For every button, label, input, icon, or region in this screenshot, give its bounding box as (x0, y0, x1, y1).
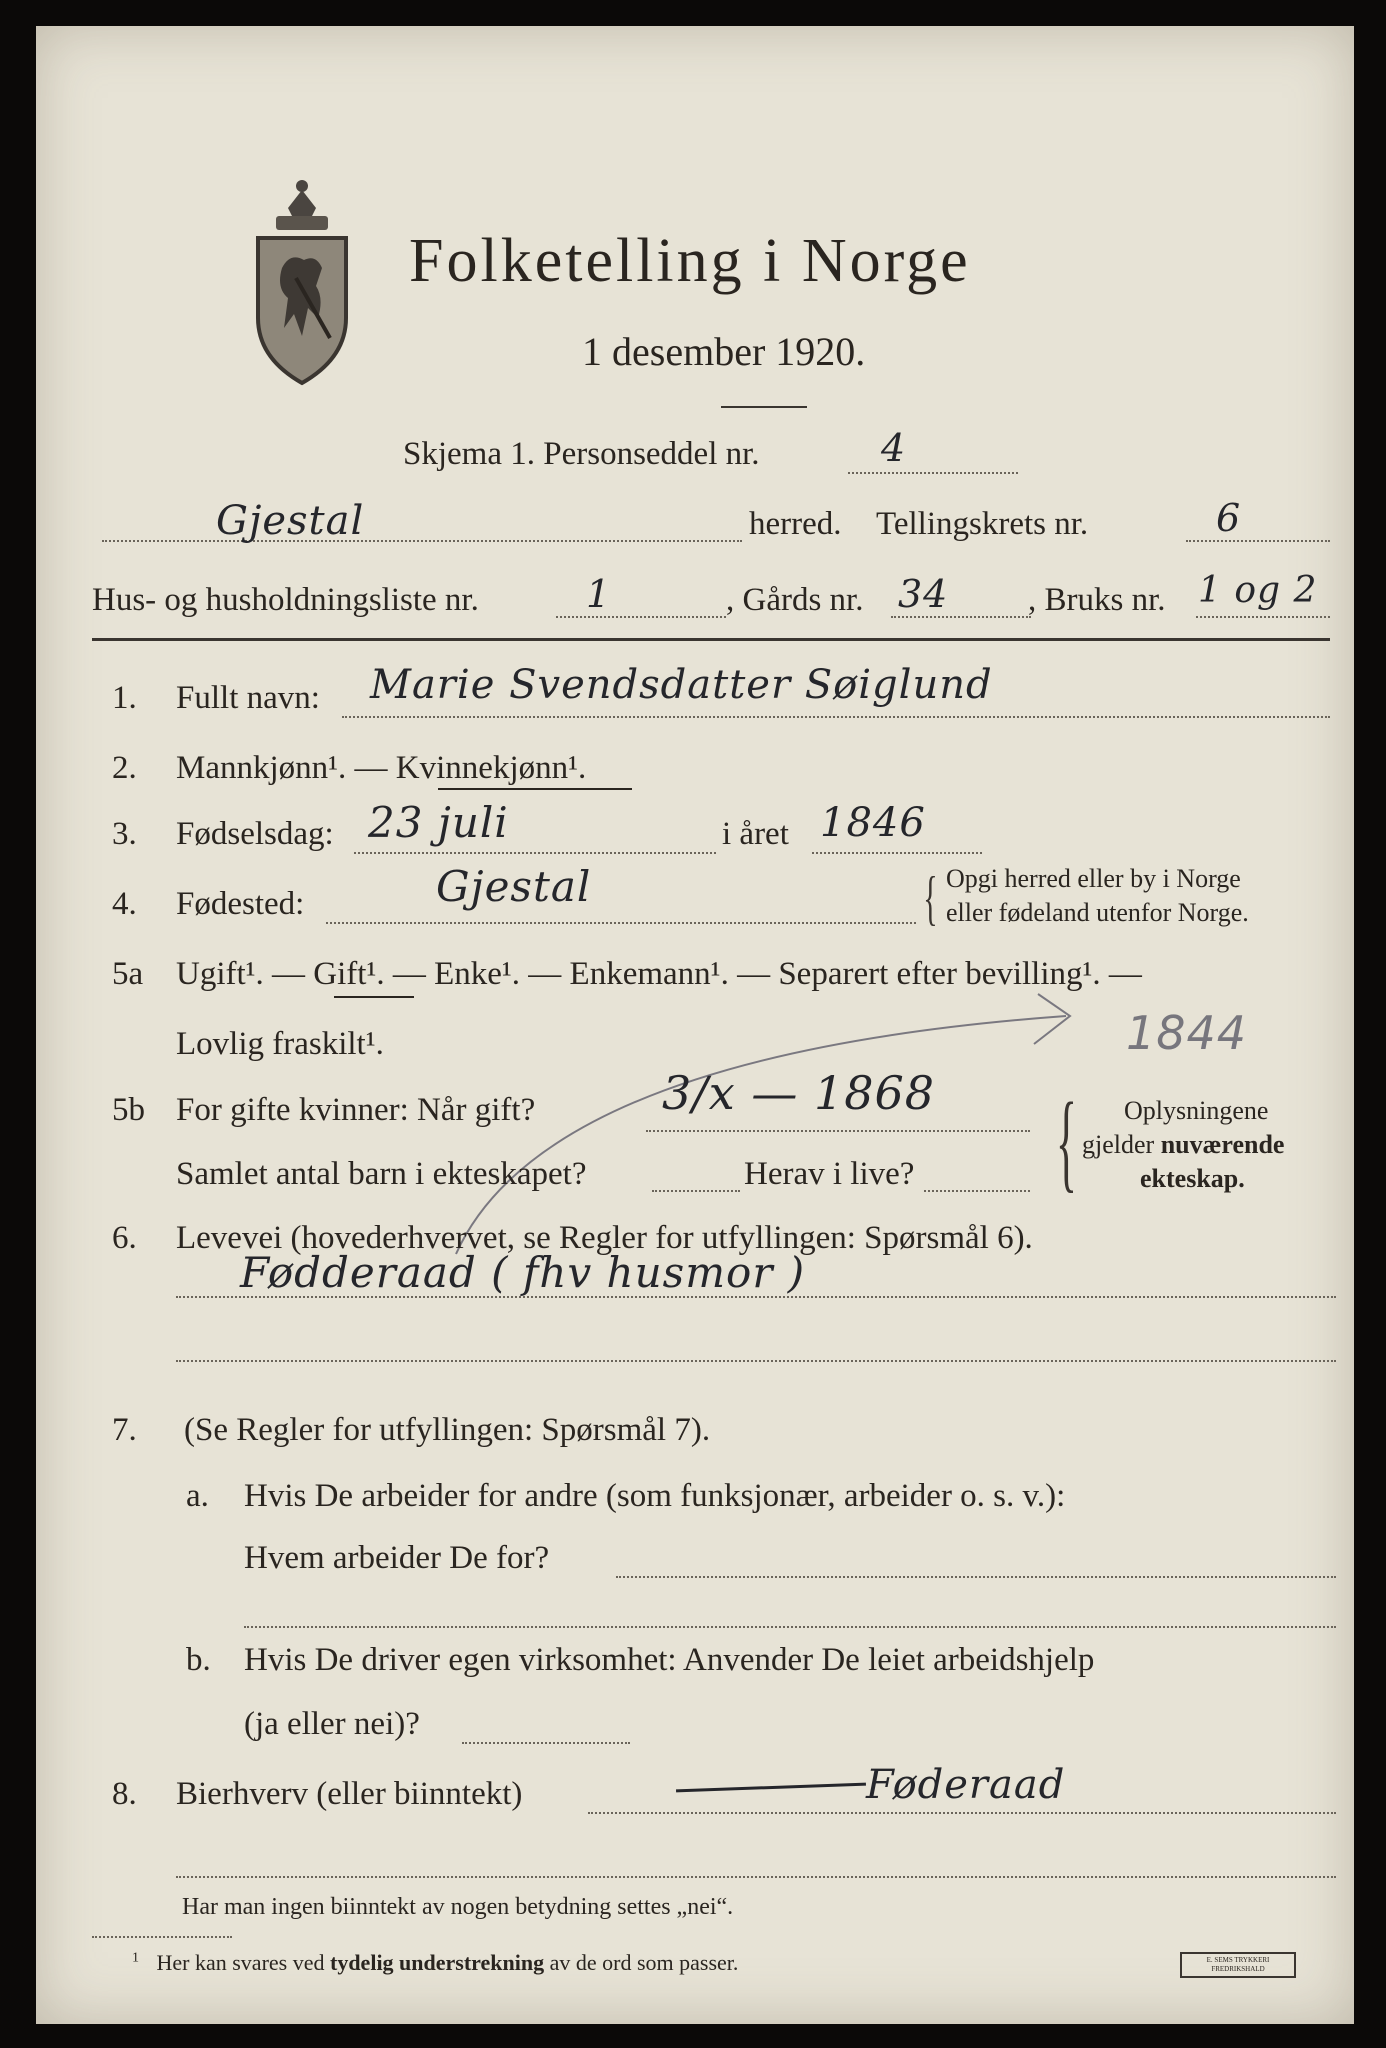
q8-label: Bierhverv (eller biinntekt) (176, 1776, 523, 1812)
q5b-note-line2: gjelder (1082, 1130, 1155, 1159)
q5a-label: Ugift¹. — Gift¹. — Enke¹. — Enkemann¹. — Separert efter bevilling¹. — (176, 956, 1142, 992)
q5a-label2: Lovlig fraskilt¹. (176, 1026, 384, 1062)
q5b-note-bold: nuværende (1160, 1130, 1285, 1159)
bruks-label: , Bruks nr. (1028, 582, 1166, 618)
herred-line (102, 540, 742, 542)
bruks-value: 1 og 2 (1198, 570, 1318, 611)
q2-label: Mannkjønn¹. — Kvinnekjønn¹. (176, 750, 587, 786)
q5b-note-line1: Oplysningene (1124, 1096, 1269, 1125)
q5b-line (646, 1130, 1030, 1132)
q8-number: 8. (112, 1776, 137, 1812)
q4-label: Fødested: (176, 886, 305, 922)
title-divider (721, 406, 807, 408)
q3-line (354, 852, 716, 854)
q7b-label2: (ja eller nei)? (244, 1706, 420, 1742)
census-date: 1 desember 1920. (582, 329, 866, 374)
q3-year-value: 1846 (820, 800, 926, 846)
q6-label: Levevei (hovederhvervet, se Regler for utfyllingen: Spørsmål 6). (176, 1220, 1033, 1256)
q5a-pencil-note: 1844 (1126, 1006, 1248, 1060)
q8-line1 (588, 1812, 1336, 1814)
q1-number: 1. (112, 680, 137, 716)
tellingskrets-line (1186, 540, 1330, 542)
q1-value: Marie Svendsdatter Søiglund (370, 662, 993, 708)
footer-note: Har man ingen biinntekt av nogen betydning settes „nei“. (182, 1894, 734, 1920)
footnote-post: av de ord som passer. (544, 1950, 739, 1975)
census-form-page (36, 26, 1354, 2024)
q4-brace: { (923, 865, 938, 931)
q2-underline-kvinnekjonn (438, 788, 632, 790)
husliste-label: Hus- og husholdningsliste nr. (92, 582, 479, 618)
gards-value: 34 (898, 572, 949, 616)
q5b-value: 3/x — 1868 (662, 1066, 936, 1120)
q5b-label3: Herav i live? (744, 1156, 915, 1192)
coat-of-arms-icon (246, 168, 358, 390)
q5b-line2 (652, 1190, 740, 1192)
herred-label: herred. (749, 506, 842, 542)
q5a-underline-gift (334, 996, 414, 998)
q6-value: Fødderaad ( fhv husmor ) (240, 1248, 806, 1297)
bruks-line (1196, 616, 1330, 618)
q4-note-line1: Opgi herred eller by i Norge (946, 864, 1241, 893)
q8-strikeout-scribble (676, 1783, 866, 1793)
q7-label: (Se Regler for utfyllingen: Spørsmål 7). (184, 1412, 711, 1448)
q4-line (326, 922, 916, 924)
tellingskrets-value: 6 (1216, 496, 1242, 540)
q7a-line2 (244, 1626, 1336, 1628)
q5b-note-line3: ekteskap. (1140, 1164, 1245, 1193)
q1-line (342, 716, 1330, 718)
q4-value: Gjestal (436, 862, 592, 911)
husliste-line (556, 616, 726, 618)
q6-number: 6. (112, 1220, 137, 1256)
q3-number: 3. (112, 816, 137, 852)
schema-label: Skjema 1. Personseddel nr. (403, 436, 760, 472)
tellingskrets-label: Tellingskrets nr. (876, 506, 1089, 542)
header-rule (92, 638, 1330, 641)
form-title: Folketelling i Norge (409, 227, 971, 295)
q7a-line1 (616, 1576, 1336, 1578)
footnote-bold: tydelig understrekning (330, 1950, 545, 1975)
q5a-number: 5a (112, 956, 144, 992)
person-nr-line (848, 472, 1018, 474)
q3-year-label: i året (722, 816, 789, 852)
gards-line (891, 616, 1031, 618)
q8-value: Føderaad (866, 1762, 1066, 1808)
q7a-number: a. (186, 1478, 209, 1514)
q7a-label: Hvis De arbeider for andre (som funksjonær, arbeider o. s. v.): (244, 1478, 1066, 1514)
q7b-line (462, 1742, 630, 1744)
q7b-number: b. (186, 1642, 211, 1678)
footer-separator (92, 1936, 232, 1938)
q3-label: Fødselsdag: (176, 816, 334, 852)
q3-year-line (812, 852, 982, 854)
q7-number: 7. (112, 1412, 137, 1448)
q6-line2 (176, 1360, 1336, 1362)
printer-stamp: E. SEMS TRYKKERI FREDRIKSHALD (1180, 1952, 1296, 1978)
q2-number: 2. (112, 750, 137, 786)
q7a-label2: Hvem arbeider De for? (244, 1540, 550, 1576)
q5b-brace: { (1055, 1080, 1077, 1202)
footnote (132, 1950, 738, 1976)
q5b-number: 5b (112, 1092, 145, 1128)
q4-note-line2: eller fødeland utenfor Norge. (946, 898, 1249, 927)
husliste-value: 1 (586, 572, 612, 616)
q7b-label: Hvis De driver egen virksomhet: Anvender De leiet arbeidshjelp (244, 1642, 1095, 1678)
q3-value: 23 juli (368, 798, 509, 847)
footnote-pre: Her kan svares ved (156, 1950, 330, 1975)
person-nr-value: 4 (881, 426, 907, 470)
q5b-label: For gifte kvinner: Når gift? (176, 1092, 536, 1128)
herred-value: Gjestal (216, 498, 365, 544)
footnote-mark: 1 (132, 1950, 139, 1966)
q5b-note-line2-wrap (1082, 1130, 1284, 1160)
gards-label: , Gårds nr. (726, 582, 864, 618)
q1-label: Fullt navn: (176, 680, 320, 716)
q8-line2 (176, 1876, 1336, 1878)
q5b-line3 (924, 1190, 1030, 1192)
q5b-label2: Samlet antal barn i ekteskapet? (176, 1156, 587, 1192)
q4-number: 4. (112, 886, 137, 922)
